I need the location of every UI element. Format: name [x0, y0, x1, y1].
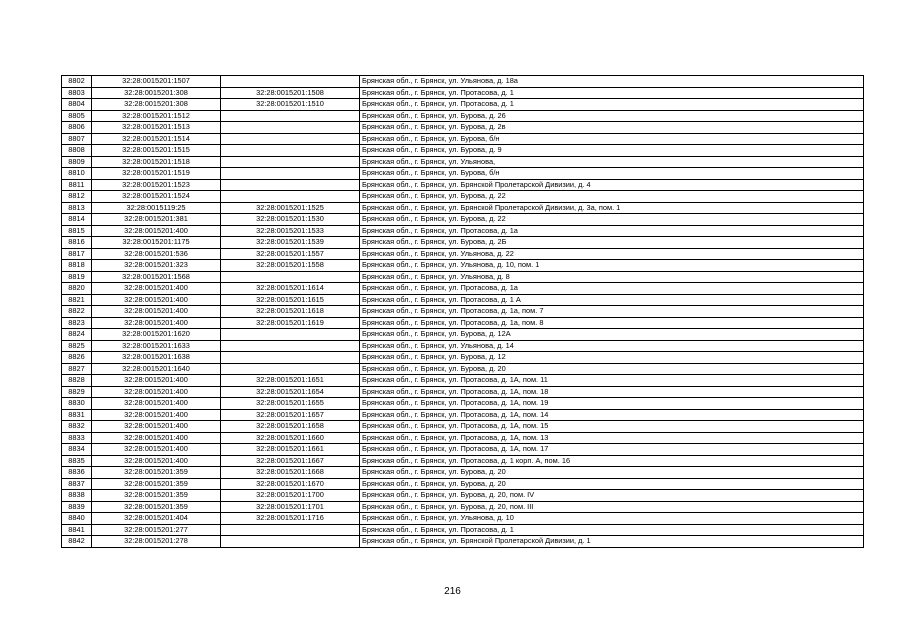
object-cadastral-number-cell — [221, 133, 360, 145]
table-body — [62, 76, 864, 548]
cadastral-number-cell: 32:28:0015201:359 — [92, 467, 221, 479]
address-cell: Брянская обл., г. Брянск, ул. Протасова, д. 1а — [360, 225, 864, 237]
object-cadastral-number-cell — [221, 179, 360, 191]
row-number-cell: 8807 — [62, 133, 92, 145]
table-row — [62, 99, 864, 111]
cadastral-number-cell: 32:28:0015201:400 — [92, 421, 221, 433]
address-cell: Брянская обл., г. Брянск, ул. Бурова, д. 2в — [360, 122, 864, 134]
address-cell: Брянская обл., г. Брянск, ул. Ульянова, д. 10, пом. 1 — [360, 260, 864, 272]
table-row — [62, 237, 864, 249]
row-number-cell: 8833 — [62, 432, 92, 444]
address-cell: Брянская обл., г. Брянск, ул. Бурова, д. 2Б — [360, 237, 864, 249]
cadastral-number-cell: 32:28:0015201:400 — [92, 386, 221, 398]
cadastral-number-cell: 32:28:0015201:400 — [92, 398, 221, 410]
table-row — [62, 271, 864, 283]
cadastral-number-cell: 32:28:0015201:1568 — [92, 271, 221, 283]
table-row — [62, 133, 864, 145]
object-cadastral-number-cell: 32:28:0015201:1667 — [221, 455, 360, 467]
table-row — [62, 432, 864, 444]
object-cadastral-number-cell: 32:28:0015201:1654 — [221, 386, 360, 398]
cadastral-number-cell: 32:28:0015201:359 — [92, 501, 221, 513]
address-cell: Брянская обл., г. Брянск, ул. Бурова, д. 22 — [360, 214, 864, 226]
row-number-cell: 8809 — [62, 156, 92, 168]
row-number-cell: 8811 — [62, 179, 92, 191]
cadastral-number-cell: 32:28:0015201:1514 — [92, 133, 221, 145]
address-cell: Брянская обл., г. Брянск, ул. Бурова, д. 20 — [360, 363, 864, 375]
cadastral-number-cell: 32:28:0015201:1512 — [92, 110, 221, 122]
table-row — [62, 375, 864, 387]
address-cell: Брянская обл., г. Брянск, ул. Ульянова, д. 14 — [360, 340, 864, 352]
table-row — [62, 76, 864, 88]
row-number-cell: 8818 — [62, 260, 92, 272]
address-cell: Брянская обл., г. Брянск, ул. Протасова, д. 1А, пом. 18 — [360, 386, 864, 398]
row-number-cell: 8822 — [62, 306, 92, 318]
object-cadastral-number-cell — [221, 156, 360, 168]
row-number-cell: 8841 — [62, 524, 92, 536]
table-row — [62, 202, 864, 214]
row-number-cell: 8808 — [62, 145, 92, 157]
table-row — [62, 191, 864, 203]
row-number-cell: 8834 — [62, 444, 92, 456]
cadastral-number-cell: 32:28:0015201:400 — [92, 432, 221, 444]
cadastral-number-cell: 32:28:0015201:400 — [92, 294, 221, 306]
object-cadastral-number-cell — [221, 329, 360, 341]
object-cadastral-number-cell: 32:28:0015201:1614 — [221, 283, 360, 295]
address-cell: Брянская обл., г. Брянск, ул. Протасова, д. 1а — [360, 283, 864, 295]
cadastral-number-cell: 32:28:0015201:400 — [92, 225, 221, 237]
table-row — [62, 179, 864, 191]
cadastral-number-cell: 32:28:0015201:323 — [92, 260, 221, 272]
row-number-cell: 8839 — [62, 501, 92, 513]
object-cadastral-number-cell: 32:28:0015201:1670 — [221, 478, 360, 490]
object-cadastral-number-cell: 32:28:0015201:1539 — [221, 237, 360, 249]
cadastral-number-cell: 32:28:0015201:1620 — [92, 329, 221, 341]
table-row — [62, 145, 864, 157]
object-cadastral-number-cell: 32:28:0015201:1558 — [221, 260, 360, 272]
row-number-cell: 8803 — [62, 87, 92, 99]
object-cadastral-number-cell — [221, 76, 360, 88]
table-row — [62, 524, 864, 536]
row-number-cell: 8820 — [62, 283, 92, 295]
cadastral-number-cell: 32:28:0015201:1515 — [92, 145, 221, 157]
address-cell: Брянская обл., г. Брянск, ул. Бурова, д. 20, пом. IV — [360, 490, 864, 502]
address-cell: Брянская обл., г. Брянск, ул. Протасова, д. 1 корп. А, пом. 16 — [360, 455, 864, 467]
object-cadastral-number-cell: 32:28:0015201:1615 — [221, 294, 360, 306]
row-number-cell: 8832 — [62, 421, 92, 433]
table-row — [62, 122, 864, 134]
object-cadastral-number-cell — [221, 168, 360, 180]
address-cell: Брянская обл., г. Брянск, ул. Брянской Пролетарской Дивизии, д. 3а, пом. 1 — [360, 202, 864, 214]
address-cell: Брянская обл., г. Брянск, ул. Ульянова, д. 8 — [360, 271, 864, 283]
table-row — [62, 386, 864, 398]
row-number-cell: 8817 — [62, 248, 92, 260]
row-number-cell: 8829 — [62, 386, 92, 398]
address-cell: Брянская обл., г. Брянск, ул. Протасова, д. 1 — [360, 524, 864, 536]
cadastral-number-cell: 32:28:0015201:400 — [92, 306, 221, 318]
table-row — [62, 490, 864, 502]
address-cell: Брянская обл., г. Брянск, ул. Ульянова, д. 10 — [360, 513, 864, 525]
object-cadastral-number-cell: 32:28:0015201:1661 — [221, 444, 360, 456]
address-cell: Брянская обл., г. Брянск, ул. Бурова, д. 9 — [360, 145, 864, 157]
row-number-cell: 8819 — [62, 271, 92, 283]
address-cell: Брянская обл., г. Брянск, ул. Протасова, д. 1а, пом. 7 — [360, 306, 864, 318]
cadastral-number-cell: 32:28:0015201:400 — [92, 375, 221, 387]
address-cell: Брянская обл., г. Брянск, ул. Брянской Пролетарской Дивизии, д. 1 — [360, 536, 864, 548]
address-cell: Брянская обл., г. Брянск, ул. Протасова, д. 1А, пом. 19 — [360, 398, 864, 410]
table-row — [62, 248, 864, 260]
object-cadastral-number-cell — [221, 352, 360, 364]
row-number-cell: 8804 — [62, 99, 92, 111]
object-cadastral-number-cell: 32:28:0015201:1701 — [221, 501, 360, 513]
object-cadastral-number-cell: 32:28:0015201:1619 — [221, 317, 360, 329]
table-row — [62, 214, 864, 226]
address-cell: Брянская обл., г. Брянск, ул. Бурова, д. 20, пом. III — [360, 501, 864, 513]
object-cadastral-number-cell: 32:28:0015201:1508 — [221, 87, 360, 99]
table-row — [62, 398, 864, 410]
table-row — [62, 168, 864, 180]
row-number-cell: 8836 — [62, 467, 92, 479]
row-number-cell: 8828 — [62, 375, 92, 387]
cadastral-number-cell: 32:28:0015201:1638 — [92, 352, 221, 364]
object-cadastral-number-cell — [221, 524, 360, 536]
table-row — [62, 455, 864, 467]
table-row — [62, 306, 864, 318]
cadastral-number-cell: 32:28:0015201:400 — [92, 409, 221, 421]
cadastral-number-cell: 32:28:0015201:404 — [92, 513, 221, 525]
address-cell: Брянская обл., г. Брянск, ул. Бурова, б/н — [360, 168, 864, 180]
table-row — [62, 409, 864, 421]
object-cadastral-number-cell: 32:28:0015201:1510 — [221, 99, 360, 111]
row-number-cell: 8816 — [62, 237, 92, 249]
row-number-cell: 8814 — [62, 214, 92, 226]
address-cell: Брянская обл., г. Брянск, ул. Бурова, д. 22 — [360, 191, 864, 203]
table-row — [62, 329, 864, 341]
address-cell: Брянская обл., г. Брянск, ул. Ульянова, — [360, 156, 864, 168]
row-number-cell: 8830 — [62, 398, 92, 410]
table-row — [62, 260, 864, 272]
row-number-cell: 8831 — [62, 409, 92, 421]
cadastral-number-cell: 32:28:0015201:1633 — [92, 340, 221, 352]
cadastral-number-cell: 32:28:0015201:308 — [92, 87, 221, 99]
cadastral-number-cell: 32:28:0015201:1513 — [92, 122, 221, 134]
cadastral-table — [61, 75, 864, 548]
object-cadastral-number-cell — [221, 363, 360, 375]
object-cadastral-number-cell: 32:28:0015201:1716 — [221, 513, 360, 525]
table-row — [62, 294, 864, 306]
cadastral-number-cell: 32:28:0015201:1523 — [92, 179, 221, 191]
table-row — [62, 156, 864, 168]
address-cell: Брянская обл., г. Брянск, ул. Бурова, д. 20 — [360, 467, 864, 479]
address-cell: Брянская обл., г. Брянск, ул. Протасова, д. 1 А — [360, 294, 864, 306]
address-cell: Брянская обл., г. Брянск, ул. Протасова, д. 1А, пом. 11 — [360, 375, 864, 387]
object-cadastral-number-cell — [221, 145, 360, 157]
object-cadastral-number-cell: 32:28:0015201:1657 — [221, 409, 360, 421]
table-row — [62, 444, 864, 456]
cadastral-number-cell: 32:28:0015119:25 — [92, 202, 221, 214]
row-number-cell: 8824 — [62, 329, 92, 341]
cadastral-number-cell: 32:28:0015201:1524 — [92, 191, 221, 203]
cadastral-number-cell: 32:28:0015201:400 — [92, 317, 221, 329]
table-row — [62, 317, 864, 329]
cadastral-number-cell: 32:28:0015201:1519 — [92, 168, 221, 180]
table-row — [62, 513, 864, 525]
row-number-cell: 8826 — [62, 352, 92, 364]
address-cell: Брянская обл., г. Брянск, ул. Бурова, б/н — [360, 133, 864, 145]
row-number-cell: 8825 — [62, 340, 92, 352]
address-cell: Брянская обл., г. Брянск, ул. Протасова, д. 1А, пом. 17 — [360, 444, 864, 456]
cadastral-number-cell: 32:28:0015201:359 — [92, 490, 221, 502]
object-cadastral-number-cell: 32:28:0015201:1668 — [221, 467, 360, 479]
cadastral-number-cell: 32:28:0015201:400 — [92, 455, 221, 467]
row-number-cell: 8821 — [62, 294, 92, 306]
table-row — [62, 283, 864, 295]
object-cadastral-number-cell: 32:28:0015201:1533 — [221, 225, 360, 237]
table-row — [62, 225, 864, 237]
row-number-cell: 8842 — [62, 536, 92, 548]
object-cadastral-number-cell: 32:28:0015201:1655 — [221, 398, 360, 410]
table-row — [62, 501, 864, 513]
cadastral-number-cell: 32:28:0015201:536 — [92, 248, 221, 260]
row-number-cell: 8823 — [62, 317, 92, 329]
object-cadastral-number-cell: 32:28:0015201:1530 — [221, 214, 360, 226]
address-cell: Брянская обл., г. Брянск, ул. Протасова, д. 1А, пом. 14 — [360, 409, 864, 421]
address-cell: Брянская обл., г. Брянск, ул. Бурова, д. 12А — [360, 329, 864, 341]
cadastral-number-cell: 32:28:0015201:1518 — [92, 156, 221, 168]
address-cell: Брянская обл., г. Брянск, ул. Ульянова, д. 22 — [360, 248, 864, 260]
cadastral-number-cell: 32:28:0015201:1640 — [92, 363, 221, 375]
table-row — [62, 352, 864, 364]
address-cell: Брянская обл., г. Брянск, ул. Ульянова, д. 18а — [360, 76, 864, 88]
row-number-cell: 8827 — [62, 363, 92, 375]
table-row — [62, 536, 864, 548]
object-cadastral-number-cell — [221, 536, 360, 548]
address-cell: Брянская обл., г. Брянск, ул. Протасова, д. 1А, пом. 15 — [360, 421, 864, 433]
object-cadastral-number-cell — [221, 110, 360, 122]
object-cadastral-number-cell — [221, 191, 360, 203]
table-row — [62, 110, 864, 122]
address-cell: Брянская обл., г. Брянск, ул. Бурова, д. 20 — [360, 478, 864, 490]
table-row — [62, 478, 864, 490]
row-number-cell: 8835 — [62, 455, 92, 467]
address-cell: Брянская обл., г. Брянск, ул. Бурова, д. 12 — [360, 352, 864, 364]
table-row — [62, 340, 864, 352]
table-row — [62, 421, 864, 433]
address-cell: Брянская обл., г. Брянск, ул. Протасова, д. 1 — [360, 99, 864, 111]
table-row — [62, 87, 864, 99]
cadastral-number-cell: 32:28:0015201:277 — [92, 524, 221, 536]
cadastral-number-cell: 32:28:0015201:278 — [92, 536, 221, 548]
cadastral-number-cell: 32:28:0015201:1175 — [92, 237, 221, 249]
object-cadastral-number-cell: 32:28:0015201:1658 — [221, 421, 360, 433]
object-cadastral-number-cell — [221, 271, 360, 283]
cadastral-number-cell: 32:28:0015201:308 — [92, 99, 221, 111]
row-number-cell: 8812 — [62, 191, 92, 203]
row-number-cell: 8806 — [62, 122, 92, 134]
cadastral-number-cell: 32:28:0015201:400 — [92, 444, 221, 456]
object-cadastral-number-cell: 32:28:0015201:1700 — [221, 490, 360, 502]
object-cadastral-number-cell — [221, 122, 360, 134]
cadastral-number-cell: 32:28:0015201:400 — [92, 283, 221, 295]
row-number-cell: 8837 — [62, 478, 92, 490]
row-number-cell: 8813 — [62, 202, 92, 214]
address-cell: Брянская обл., г. Брянск, ул. Брянской Пролетарской Дивизии, д. 4 — [360, 179, 864, 191]
address-cell: Брянская обл., г. Брянск, ул. Протасова, д. 1 — [360, 87, 864, 99]
object-cadastral-number-cell: 32:28:0015201:1618 — [221, 306, 360, 318]
address-cell: Брянская обл., г. Брянск, ул. Бурова, д. 26 — [360, 110, 864, 122]
page-number: 216 — [444, 586, 461, 597]
cadastral-number-cell: 32:28:0015201:359 — [92, 478, 221, 490]
row-number-cell: 8805 — [62, 110, 92, 122]
row-number-cell: 8810 — [62, 168, 92, 180]
object-cadastral-number-cell: 32:28:0015201:1557 — [221, 248, 360, 260]
cadastral-number-cell: 32:28:0015201:1507 — [92, 76, 221, 88]
row-number-cell: 8815 — [62, 225, 92, 237]
row-number-cell: 8840 — [62, 513, 92, 525]
object-cadastral-number-cell: 32:28:0015201:1525 — [221, 202, 360, 214]
table-row — [62, 467, 864, 479]
address-cell: Брянская обл., г. Брянск, ул. Протасова, д. 1А, пом. 13 — [360, 432, 864, 444]
address-cell: Брянская обл., г. Брянск, ул. Протасова, д. 1а, пом. 8 — [360, 317, 864, 329]
object-cadastral-number-cell — [221, 340, 360, 352]
row-number-cell: 8802 — [62, 76, 92, 88]
cadastral-number-cell: 32:28:0015201:381 — [92, 214, 221, 226]
object-cadastral-number-cell: 32:28:0015201:1660 — [221, 432, 360, 444]
row-number-cell: 8838 — [62, 490, 92, 502]
object-cadastral-number-cell: 32:28:0015201:1651 — [221, 375, 360, 387]
table-row — [62, 363, 864, 375]
